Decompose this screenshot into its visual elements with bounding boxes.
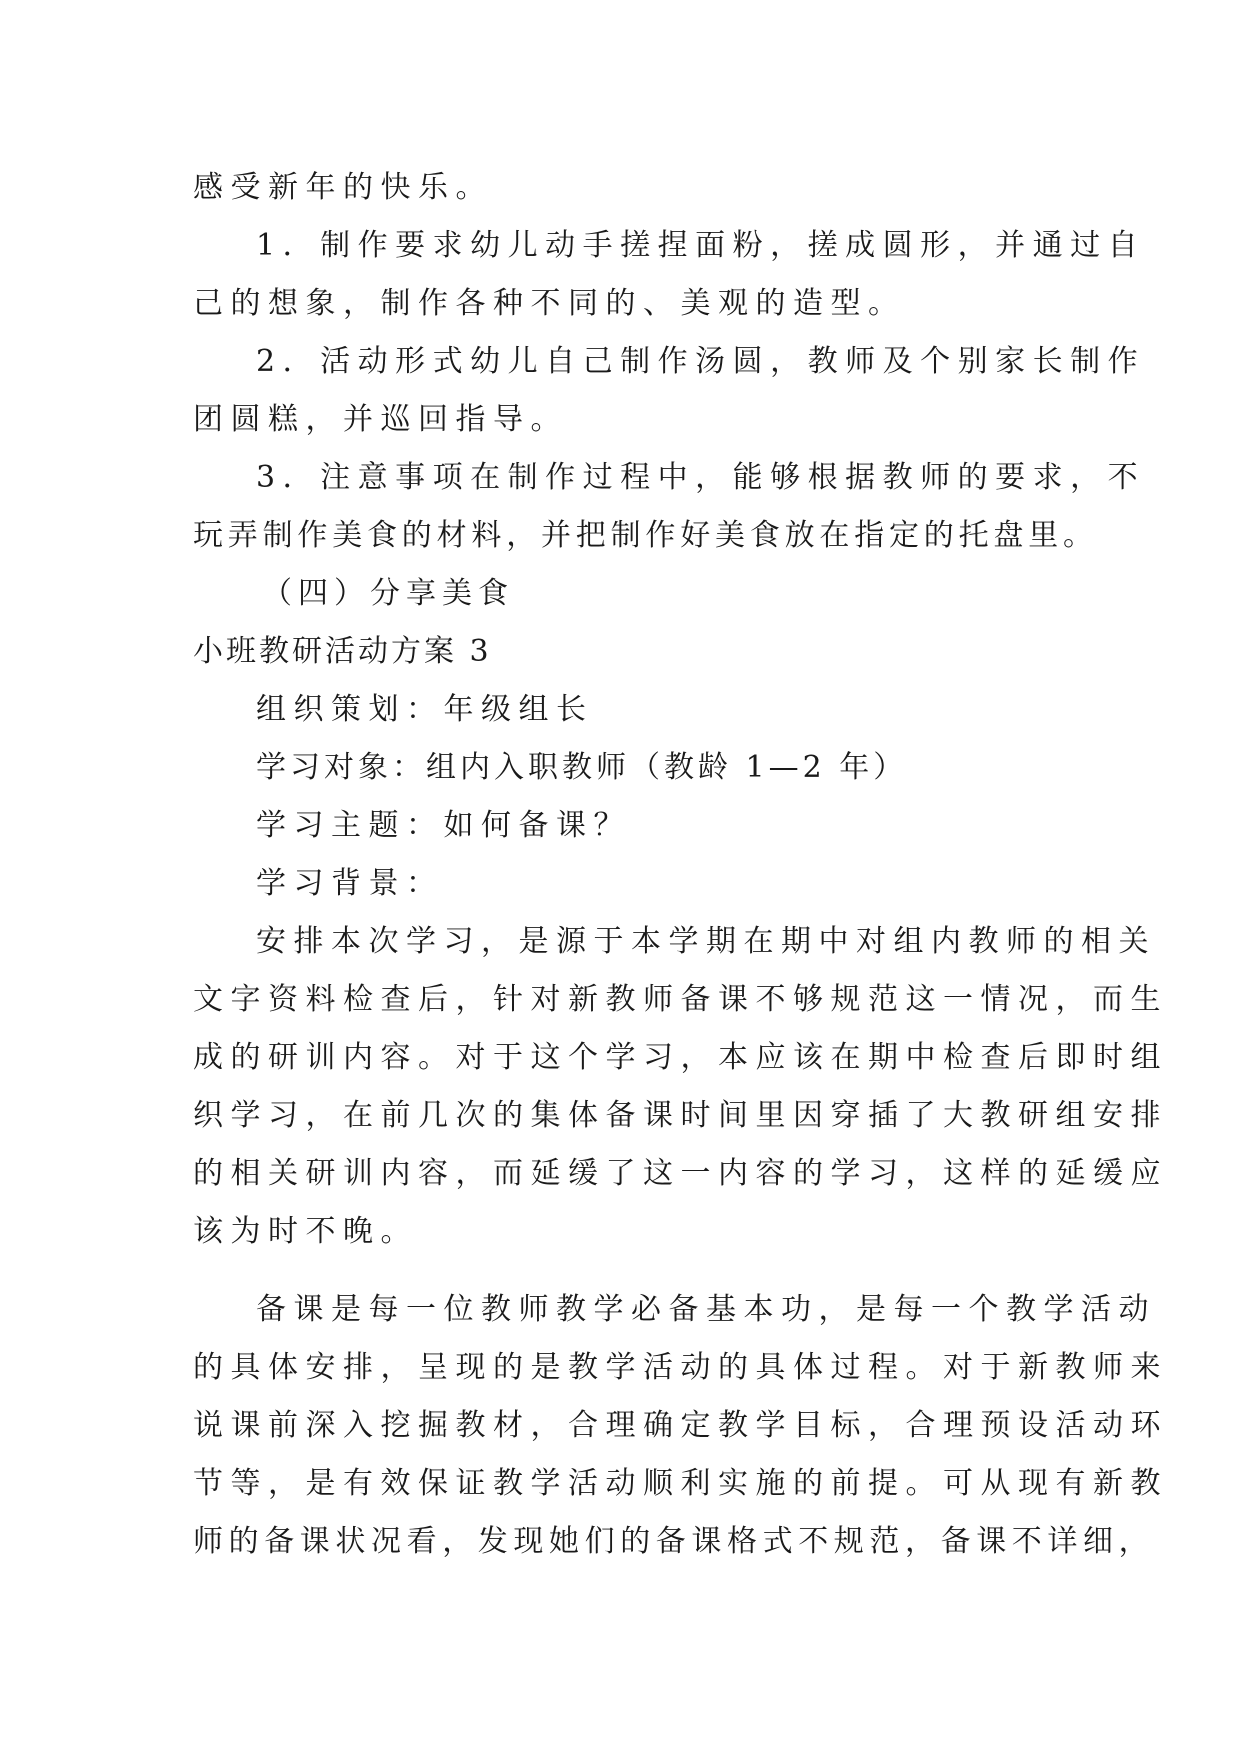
text-line: 3．注意事项在制作过程中，能够根据教师的要求，不: [256, 460, 1146, 495]
text-line: 2．活动形式幼儿自己制作汤圆，教师及个别家长制作: [256, 344, 1146, 379]
text-line: 说课前深入挖掘教材，合理确定教学目标，合理预设活动环: [193, 1408, 1168, 1443]
section-title: 小班教研活动方案 3: [193, 634, 492, 669]
text-line: 的具体安排，呈现的是教学活动的具体过程。对于新教师来: [193, 1350, 1168, 1385]
text-line: 学习对象：组内入职教师（教龄 1—2 年）: [256, 750, 908, 785]
text-line: 的相关研训内容，而延缓了这一内容的学习，这样的延缓应: [193, 1156, 1168, 1191]
text-line: 学习背景：: [256, 866, 444, 901]
text-line: 玩弄制作美食的材料，并把制作好美食放在指定的托盘里。: [193, 518, 1098, 553]
text-line: 织学习，在前几次的集体备课时间里因穿插了大教研组安排: [193, 1098, 1168, 1133]
text-line: 节等，是有效保证教学活动顺利实施的前提。可从现有新教: [193, 1466, 1168, 1501]
text-line: 学习主题：如何备课？: [256, 808, 631, 843]
text-line: 团圆糕，并巡回指导。: [193, 402, 568, 437]
text-line: 感受新年的快乐。: [193, 170, 493, 205]
text-line: 成的研训内容。对于这个学习，本应该在期中检查后即时组: [193, 1040, 1168, 1075]
text-line: 组织策划：年级组长: [256, 692, 594, 727]
text-line: 1．制作要求幼儿动手搓捏面粉，搓成圆形，并通过自: [256, 228, 1146, 263]
text-line: 文字资料检查后，针对新教师备课不够规范这一情况，而生: [193, 982, 1168, 1017]
text-line: 备课是每一位教师教学必备基本功，是每一个教学活动: [256, 1292, 1156, 1327]
text-line: 己的想象，制作各种不同的、美观的造型。: [193, 286, 906, 321]
text-line: 该为时不晚。: [193, 1214, 418, 1249]
text-line: 师的备课状况看，发现她们的备课格式不规范，备课不详细，: [193, 1524, 1155, 1559]
text-line: 安排本次学习，是源于本学期在期中对组内教师的相关: [256, 924, 1156, 959]
section-heading: （四）分享美食: [262, 576, 514, 611]
